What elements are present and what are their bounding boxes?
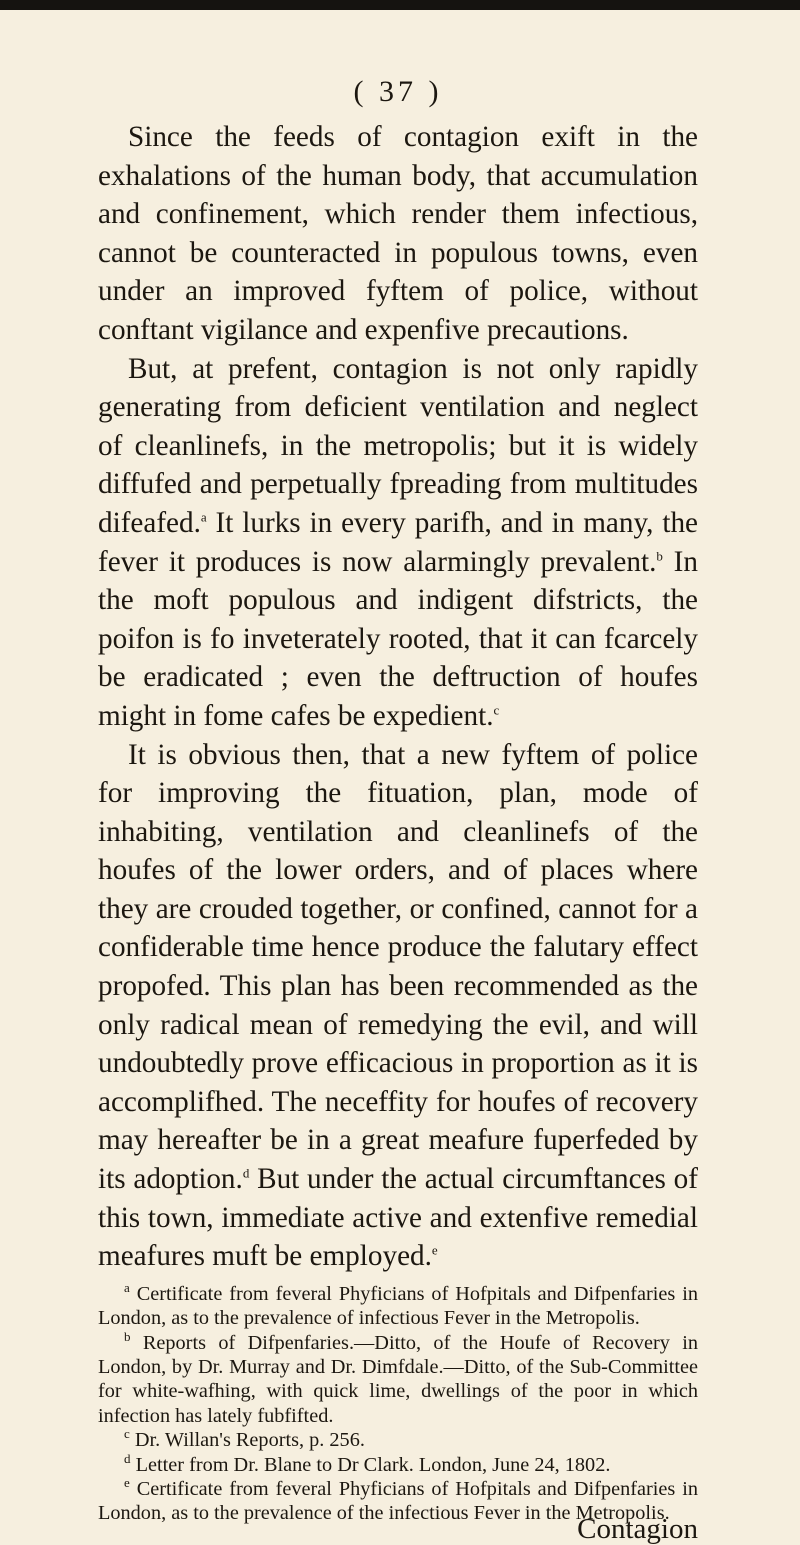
footnote-text: Certificate from feveral Phyficians of Hofpitals and Difpenfaries in London, as to the prevalence of infectious Fever in the Metropolis. (98, 1282, 698, 1330)
paragraph (98, 350, 698, 736)
text-run: But, at prefent, contagion is not only rapidly generating from deficient ventilation and neglect of cleanlinefs, in the metropolis; but it is widely diffufed and perpetually fpreading from multitudes difeafed. (98, 352, 698, 539)
page-top-edge (0, 0, 800, 10)
paragraph (98, 118, 698, 350)
footnote-ref[interactable]: e (431, 1242, 438, 1258)
footnote-ref[interactable]: a (200, 509, 207, 525)
footnote-ref[interactable]: c (493, 702, 500, 718)
footnote-text: Certificate from feveral Phyficians of Hofpitals and Difpenfaries in London, as to the prevalence of the infectious Fever in the Metropolis. (98, 1478, 698, 1525)
text-run: Since the feeds of contagion exift in the exhalations of the human body, that accumulation and confinement, which render them infectious, cannot be counteracted in populous towns, even under an improved fyftem of police, without conftant vigilance and expenfive precautions. (98, 121, 698, 346)
catchword: Contagion (577, 1512, 698, 1545)
footnote-mark: a (124, 1280, 130, 1296)
text-run: But under the actual circumftances of this town, immediate active and extenfive remedial meafures muft be employed. (98, 1163, 698, 1273)
footnotes (98, 1282, 698, 1526)
footnote-text: Reports of Difpenfaries.—Ditto, of the Houfe of Recovery in London, by Dr. Murray and Dr. Dimfdale.—Ditto, of the Sub-Committee for white-wafhing, with quick lime, dwellings of the poor in which infection has lately fubfifted. (98, 1331, 698, 1427)
text-run: It is obvious then, that a new fyftem of police for improving the fituation, plan, mode of inhabiting, ventilation and cleanlinefs of the houfes of the lower orders, and of places where they are crouded together, or confined, cannot for a confiderable time hence produce the falutary effect propofed. This plan has been recommended as the only radical mean of remedying the evil, and will undoubtedly prove efficacious in proportion as it is accomplifhed. The neceffity for houfes of recovery may hereafter be in a great meafure fuperfeded by its adoption. (98, 738, 698, 1196)
footnote (98, 1428, 698, 1452)
text-run: In the moft populous and indigent difstricts, the poifon is fo inveterately rooted, that it can fcarcely be eradicated ; even the deftruction of houfes might in fome cafes be expedient. (98, 545, 698, 732)
footnote-text: Letter from Dr. Blane to Dr Clark. London, June 24, 1802. (135, 1453, 611, 1476)
book-page (98, 72, 698, 1544)
text-run: It lurks in every parifh, and in many, the fever it produces is now alarmingly prevalent. (98, 506, 698, 578)
footnote (98, 1282, 698, 1331)
footnote-mark: e (124, 1475, 130, 1491)
footnote (98, 1450, 698, 1477)
footnote-ref[interactable]: d (242, 1165, 250, 1181)
footnote-text: Dr. Willan's Reports, p. 256. (134, 1429, 365, 1452)
page-number: ( 37 ) (353, 75, 443, 108)
footnote-ref[interactable]: b (656, 547, 663, 563)
footnote-mark: b (124, 1328, 131, 1344)
body-text (98, 118, 698, 1276)
footnote-mark: c (124, 1426, 130, 1442)
paragraph (98, 736, 698, 1276)
footnote-mark: d (124, 1450, 131, 1466)
footnote (98, 1328, 698, 1429)
